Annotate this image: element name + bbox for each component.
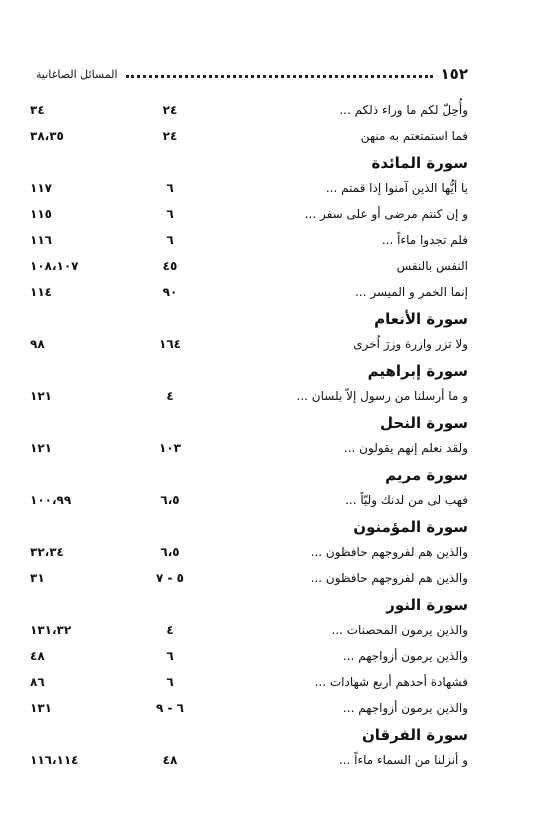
index-row xyxy=(0,542,552,568)
surah-heading-row xyxy=(0,724,552,750)
index-row xyxy=(0,256,552,282)
surah-title: سورة الفرقان xyxy=(361,726,468,744)
page-reference: ٣٢،٣٤ xyxy=(30,545,64,559)
surah-title: سورة النحل xyxy=(380,414,468,432)
ayah-number: ٥ - ٧ xyxy=(156,571,184,585)
page-number: ١٥٢ xyxy=(440,65,468,83)
page-reference: ١٢١ xyxy=(30,389,52,403)
ayah-number: ٦ xyxy=(166,649,174,663)
verse-text: ولقد نعلم إنهم يقولون ... xyxy=(343,441,468,455)
header-dot-leader xyxy=(126,75,433,78)
ayah-number: ٦ xyxy=(166,207,174,221)
index-row xyxy=(0,750,552,776)
surah-title: سورة الأنعام xyxy=(374,310,468,328)
surah-heading-row xyxy=(0,412,552,438)
page-reference: ٣١ xyxy=(30,571,45,585)
ayah-number: ٦،٥ xyxy=(160,545,180,559)
ayah-number: ٦ xyxy=(166,233,174,247)
index-row xyxy=(0,334,552,360)
verse-text: فلم تجدوا ماءاً ... xyxy=(381,233,468,247)
verse-text: و إن كنتم مرضى أو على سفر ... xyxy=(304,207,468,221)
verse-text: يا أيُّها الذين آمنوا إذا قمتم ... xyxy=(325,181,468,195)
page-reference: ٣٨،٣٥ xyxy=(30,129,64,143)
ayah-number: ٤ xyxy=(166,389,174,403)
page-reference: ١٢١ xyxy=(30,441,52,455)
index-row xyxy=(0,490,552,516)
ayah-number: ٦ - ٩ xyxy=(156,701,184,715)
surah-title: سورة المؤمنون xyxy=(353,518,468,536)
index-row xyxy=(0,438,552,464)
index-row xyxy=(0,646,552,672)
surah-title: سورة النور xyxy=(386,596,468,614)
verse-text: و ما أرسلنا من رسول إلاّ بلسان ... xyxy=(296,389,468,403)
ayah-number: ٤٨ xyxy=(162,753,178,767)
page-reference: ١١٦،١١٤ xyxy=(30,753,79,767)
verse-text: إنما الخمر و الميسر ... xyxy=(355,285,468,299)
page-reference: ٣٤ xyxy=(30,103,45,117)
verse-text: والذين يرمون أزواجهم ... xyxy=(342,701,468,715)
verse-text: والذين يرمون أزواجهم ... xyxy=(342,649,468,663)
index-row xyxy=(0,204,552,230)
page-reference: ٤٨ xyxy=(30,649,45,663)
index-row xyxy=(0,568,552,594)
page-reference: ٩٨ xyxy=(30,337,45,351)
ayah-number: ٤٥ xyxy=(162,259,178,273)
page-reference: ١٠٨،١٠٧ xyxy=(30,259,79,273)
verse-text: فما استمتعتم به منهن xyxy=(360,129,468,143)
verse-text: فشهادة أحدهم أربع شهادات ... xyxy=(314,675,468,689)
page-reference: ١١٥ xyxy=(30,207,52,221)
index-row xyxy=(0,386,552,412)
index-row xyxy=(0,620,552,646)
verse-text: وأُحِلّ لكم ما وراء ذلكم ... xyxy=(339,103,468,117)
ayah-number: ٤ xyxy=(166,623,174,637)
surah-heading-row xyxy=(0,594,552,620)
verse-text: والذين يرمون المحصنات ... xyxy=(331,623,468,637)
page-header xyxy=(36,62,468,86)
ayah-number: ١٦٤ xyxy=(159,337,181,351)
page-reference: ١١٦ xyxy=(30,233,52,247)
surah-heading-row xyxy=(0,360,552,386)
surah-title: سورة إبراهيم xyxy=(367,362,468,380)
ayah-number: ٢٤ xyxy=(162,103,178,117)
ayah-number: ٩٠ xyxy=(162,285,178,299)
index-row xyxy=(0,698,552,724)
surah-title: سورة مريم xyxy=(385,466,468,484)
verse-text: والذين هم لفروجهم حافظون ... xyxy=(310,545,468,559)
index-row xyxy=(0,178,552,204)
page-reference: ١٣١،٣٢ xyxy=(30,623,72,637)
index-table xyxy=(0,100,552,776)
verse-text: فهب لى من لدنك وليّاً ... xyxy=(345,493,468,507)
page-reference: ١١٧ xyxy=(30,181,52,195)
verse-text: النفس بالنفس xyxy=(396,259,468,273)
surah-heading-row xyxy=(0,152,552,178)
surah-heading-row xyxy=(0,516,552,542)
ayah-number: ٦ xyxy=(166,181,174,195)
index-row xyxy=(0,100,552,126)
surah-heading-row xyxy=(0,464,552,490)
index-row xyxy=(0,126,552,152)
page-reference: ١٣١ xyxy=(30,701,52,715)
page-reference: ١١٤ xyxy=(30,285,52,299)
index-row xyxy=(0,230,552,256)
index-row xyxy=(0,282,552,308)
verse-text: والذين هم لفروجهم حافظون ... xyxy=(310,571,468,585)
ayah-number: ٦ xyxy=(166,675,174,689)
index-row xyxy=(0,672,552,698)
surah-title: سورة المائدة xyxy=(371,154,468,172)
ayah-number: ٢٤ xyxy=(162,129,178,143)
page-reference: ١٠٠،٩٩ xyxy=(30,493,72,507)
page-reference: ٨٦ xyxy=(30,675,45,689)
ayah-number: ٦،٥ xyxy=(160,493,180,507)
ayah-number: ١٠٣ xyxy=(159,441,181,455)
verse-text: ولا تزر وازرة وزرَ اُخرى xyxy=(353,337,468,351)
verse-text: و أنزلنا من السماء ماءاً ... xyxy=(338,753,468,767)
surah-heading-row xyxy=(0,308,552,334)
running-title: المسائل الصاغانية xyxy=(36,67,118,81)
